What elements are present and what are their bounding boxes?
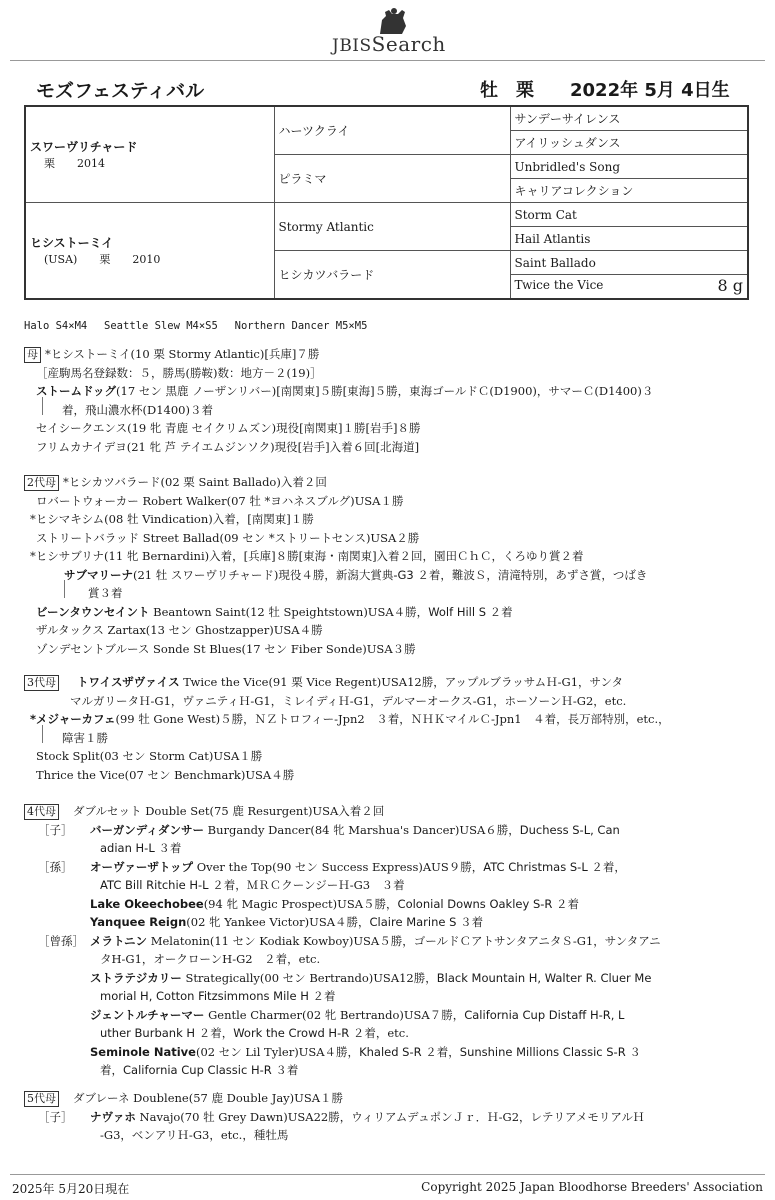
logo-jbis: JBIS xyxy=(332,36,372,56)
dam-name: ヒシストーミイ xyxy=(30,236,114,250)
horse-info: 牡 栗 2022年 5月 4日生 xyxy=(480,80,730,101)
great-grandparent-3: Unbridled's Song xyxy=(510,155,748,179)
jbis-search-logo[interactable] xyxy=(310,6,470,54)
tag-second-dam: 2代母 xyxy=(24,475,59,491)
section-fifth-dam: 5代母 ダブレーネ Doublene(57 鹿 Double Jay)USA１勝 ［子］ ナヴァホ Navajo(70 牡 Grey Dawn)USA22勝，ウィリアムデュポンＪｒ．Ｈ-G2，レテリアメモリアルＨ -G3，ベンアリＨ-G3，etc.，種牡馬 xyxy=(24,1089,644,1145)
footer-copyright: Copyright 2025 Japan Bloodhorse Breeders' Association xyxy=(421,1180,763,1194)
section-second-dam: 2代母 *ヒシカツバラード(02 栗 Saint Ballado)入着２回 ロバートウォーカー Robert Walker(07 牡 *ヨハネスブルグ)USA１勝 *ヒシマキシム(08 牡 Vindication)入着，[南関東]１勝 ストリートバラッド Street Ballad(09 セン *ストリートセンス)USA２勝 *ヒシサブリナ(11 牝 Bernardini)入着，[兵庫]８勝[東海・南関東]入着２回，園田ＣｈＣ，くろゆり賞２着 サブマリーナ(21 牡 スワーヴリチャード)現役４勝，新潟大賞典-G3 ２着，難波Ｓ，清滝特別，あずさ賞，つばき 賞３着 ビーンタウンセイント Beantown Saint(12 牡 Speightstown)USA４勝，Wolf Hill S ２着 ザルタックス Zartax(13 セン Ghostzapper)USA４勝 ゾンデセントブルース Sonde St Blues(17 セン Fiber Sonde)USA３勝 xyxy=(24,473,647,658)
grandparent-3: Stormy Atlantic xyxy=(274,203,510,251)
grandparent-4: ヒシカツバラード xyxy=(274,251,510,300)
logo-search: Search xyxy=(371,32,446,56)
section-dam: 母 *ヒシストーミイ(10 栗 Stormy Atlantic)[兵庫]７勝 ［産駒馬名登録数：５，勝馬(勝鞍)数：地方－２(19)］ ストームドッグ(17 セン 黒鹿 ノーザンリバー)[南関東]５勝[東海]５勝，東海ゴールドＣ(D1900)，サマーＣ(D1400)３ 着，飛山濃水杯(D1400)３着 セイシークエンス(19 牝 青鹿 セイクリムズン)現役[南関東]１勝[岩手]８勝 フリムカナイデヨ(21 牝 芦 テイエムジンソク)現役[岩手]入着６回[北海道] xyxy=(24,345,653,456)
inbreeding-line: Halo S4×M4 Seattle Slew M4×S5 Northern Dancer M5×M5 xyxy=(24,320,368,332)
great-grandparent-1: サンデーサイレンス xyxy=(510,106,748,131)
sire-name: スワーヴリチャード xyxy=(30,140,138,154)
weight-value: 8 g xyxy=(717,276,743,295)
dam-info: (USA) 栗 2010 xyxy=(44,253,161,266)
footer-date: 2025年 5月20日現在 xyxy=(12,1182,130,1196)
tag-fourth-dam: 4代母 xyxy=(24,804,59,820)
tag-third-dam: 3代母 xyxy=(24,675,59,691)
sire-cell xyxy=(25,106,274,203)
grandparent-1: ハーツクライ xyxy=(274,106,510,155)
horse-name: モズフェスティバル xyxy=(36,80,205,102)
section-third-dam: 3代母 トワイスザヴァイス Twice the Vice(91 栗 Vice Regent)USA12勝，アップルブラッサムＨ-G1，サンタ マルガリータＨ-G1，ヴァニティＨ-G1，ミレイディＨ-G1，デルマーオークス-G1，ホーソーンＨ-G2，etc. *メジャーカフェ(99 牡 Gone West)５勝，ＮＺトロフィー-Jpn2 ３着，ＮＨＫマイルＣ-Jpn1 ４着，長万部特別，etc.， 障害１勝 Stock Split(03 セン Storm Cat)USA１勝 Thrice the Vice(07 セン Benchmark)USA４勝 xyxy=(24,673,670,784)
footer-divider xyxy=(10,1174,765,1175)
grandparent-2: ピラミマ xyxy=(274,155,510,203)
pedigree-table xyxy=(24,105,749,300)
great-grandparent-5: Storm Cat xyxy=(510,203,748,227)
great-grandparent-8: Twice the Vice 8 g xyxy=(510,275,748,300)
header-divider xyxy=(10,60,765,61)
tag-dam: 母 xyxy=(24,347,41,363)
great-grandparent-7: Saint Ballado xyxy=(510,251,748,275)
great-grandparent-2: アイリッシュダンス xyxy=(510,131,748,155)
great-grandparent-4: キャリアコレクション xyxy=(510,179,748,203)
tag-fifth-dam: 5代母 xyxy=(24,1091,59,1107)
great-grandparent-6: Hail Atlantis xyxy=(510,227,748,251)
sire-info: 栗 2014 xyxy=(44,157,105,170)
dam-cell xyxy=(25,203,274,300)
section-fourth-dam: 4代母 ダブルセット Double Set(75 鹿 Resurgent)USA入着２回 ［子］ バーガンディダンサー Burgandy Dancer(84 牝 Marshua's Dancer)USA６勝，Duchess S-L, Can adian H-L ３着 ［孫］ オーヴァーザトップ Over the Top(90 セン Success Express)AUS９勝，ATC Christmas S-L ２着， ATC Bill Ritchie H-L ２着，ＭＲＣクーンジーＨ-G3 ３着 Lake Okeechobee(94 牝 Magic Prospect)USA５勝，Colonial Downs Oakley S-R ２着 Yanquee Reign(02 牝 Yankee Victor)USA４勝，Claire Marine S ３着 ［曾孫］ メラトニン Melatonin(11 セン Kodiak Kowboy)USA５勝，ゴールドＣアトサンタアニタＳ-G1，サンタアニ タH-G1，オークローンH-G2 ２着，etc. ストラテジカリー Strategically(00 セン Bertrando)USA12勝，Black Mountain H, Walter R. Cluer Me morial H, Cotton Fitzsimmons Mile H ２着 ジェントルチャーマー Gentle Charmer(02 牝 Bertrando)USA７勝，California Cup Distaff H-R, L uther Burbank H ２着，Work the Crowd H-R ２着，etc. Seminole Native(02 セン Lil Tyler)USA４勝，Khaled S-R ２着，Sunshine Millions Classic S-R ３ 着，California Cup Classic H-R ３着 xyxy=(24,802,661,1080)
